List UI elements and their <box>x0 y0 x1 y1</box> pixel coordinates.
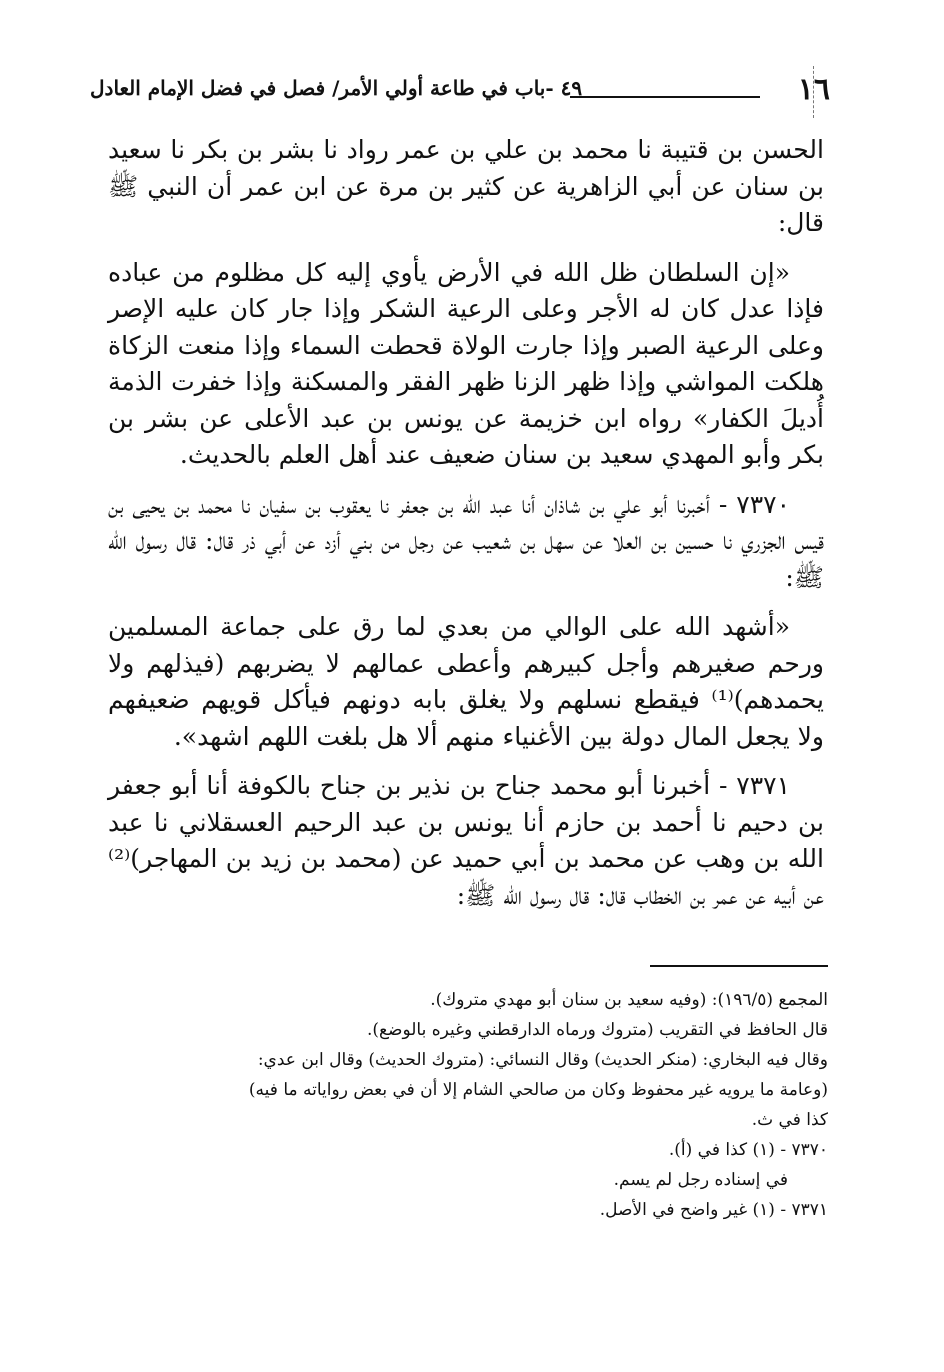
paragraph-hadith-1: «إن السلطان ظل الله في الأرض يأوي إليه كل مظلوم من عباده فإذا عدل كان له الأجر وعلى الرعية الشكر وإذا جار كان عليه الإصر وعلى الرعية الصبر وإذا جارت الولاة قحطت السماء وإذا منعت الزكاة هلكت المواشي وإذا ظهر الزنا ظهر الفقر والمسكنة وإذا خفرت الذمة أُديلَ الكفار» رواه ابن خزيمة عن يونس بن عبد الأعلى عن بشر بن بكر وأبو المهدي سعيد بن سنان ضعيف عند أهل العلم بالحديث. <box>108 257 824 469</box>
footnotes <box>120 985 828 1225</box>
page-edge-mark <box>813 66 814 118</box>
running-header <box>90 72 830 112</box>
paragraph-hadith-7370: ٧٣٧٠ - أخبرنا أبو علي بن شاذان أنا عبد الله بن جعفر نا يعقوب بن سفيان نا محمد بن يحيى بن قيس الجزري نا حسين بن العلا عن سهل بن شعيب عن رجل من بني أزد عن أبي ذر قال: قال رسول الله ﷺ: <box>108 489 824 592</box>
footnote-line: وقال فيه البخاري: (منكر الحديث) وقال النسائي: (متروك الحديث) وقال ابن عدي: <box>257 1050 828 1070</box>
header-rule <box>570 96 760 98</box>
footnote-line: في إسناده رجل لم يسم. <box>613 1170 788 1190</box>
chapter-title: ٤٩ -باب في طاعة أولي الأمر/ فصل في فضل الإمام العادل <box>90 76 583 100</box>
footnote-line: كذا في ث. <box>751 1110 828 1130</box>
footnote-separator <box>650 965 828 967</box>
footnote-line: المجمع (١٩٦/٥): (وفيه سعيد بن سنان أبو مهدي متروك). <box>430 990 828 1010</box>
paragraph-isnad-1: الحسن بن قتيبة نا محمد بن علي بن عمر رواد نا بشر بن بكر نا سعيد بن سنان عن أبي الزاهرية عن كثير بن مرة عن ابن عمر أن النبي ﷺ قال: <box>108 135 824 237</box>
paragraph-hadith-7371: ٧٣٧١ - أخبرنا أبو محمد جناح بن نذير بن جناح بالكوفة أنا أبو جعفر بن دحيم نا أحمد بن حازم أنا يونس بن عبد الرحيم العسقلاني نا عبد الله بن وهب عن محمد بن أبي حميد عن (محمد بن زيد بن المهاجر)⁽²⁾ عن أبيه عن عمر بن الخطاب قال: قال رسول الله ﷺ: <box>108 771 824 910</box>
page-number: ١٦ <box>797 72 830 107</box>
footnote-line: ٧٣٧١ - (١) غير واضح في الأصل. <box>599 1200 828 1220</box>
footnote-line: ٧٣٧٠ - (١) كذا في (أ). <box>668 1140 828 1160</box>
footnote-line: قال الحافظ في التقريب (متروك ورماه الدارقطني وغيره بالوضع). <box>366 1020 828 1040</box>
footnote-line: (وعامة ما يرويه غير محفوظ وكان من صالحي الشام إلا أن في بعض رواياته ما فيه) <box>248 1080 828 1100</box>
paragraph-hadith-7370-matn: «أشهد الله على الوالي من بعدي لما رق على جماعة المسلمين ورحم صغيرهم وأجل كبيرهم وأعطى عمالهم لا يضربهم (فيذلهم ولا يحمدهم)⁽¹⁾ فيقطع نسلهم ولا يغلق بابه دونهم فيأكل قويهم ضعيفهم ولا يجعل المال دولة بين الأغنياء منهم ألا هل بلغت اللهم اشهد». <box>108 612 824 751</box>
main-text <box>108 132 824 927</box>
